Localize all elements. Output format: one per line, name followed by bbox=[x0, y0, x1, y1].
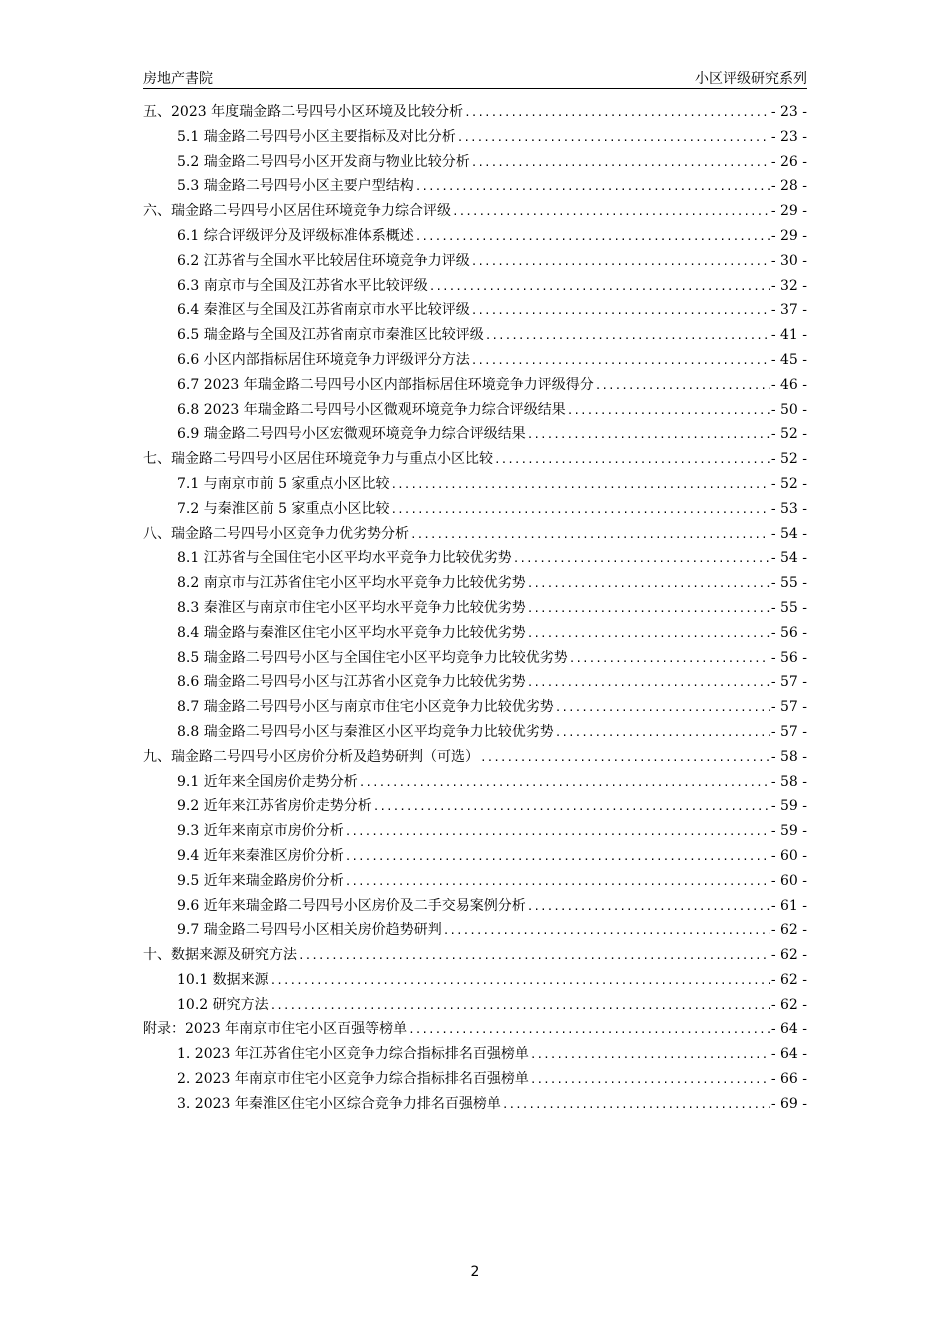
header-series: 小区评级研究系列 bbox=[695, 71, 807, 87]
toc-entry[interactable] bbox=[143, 274, 807, 299]
toc-leader-dots bbox=[429, 275, 770, 300]
toc-entry[interactable] bbox=[143, 596, 807, 621]
toc-entry-page: - 58 - bbox=[770, 773, 807, 790]
toc-entry-title: 5.2 瑞金路二号四号小区开发商与物业比较分析 bbox=[177, 153, 470, 170]
toc-entry-page: - 52 - bbox=[770, 426, 807, 443]
toc-entry[interactable] bbox=[143, 348, 807, 373]
toc-entry-title: 8.2 南京市与江苏省住宅小区平均水平竞争力比较优劣势 bbox=[177, 575, 526, 592]
toc-leader-dots bbox=[391, 473, 770, 498]
toc-entry[interactable] bbox=[143, 869, 807, 894]
toc-entry[interactable] bbox=[143, 125, 807, 150]
toc-leader-dots bbox=[471, 349, 770, 374]
toc-entry-page: - 30 - bbox=[770, 252, 807, 269]
toc-leader-dots bbox=[555, 696, 770, 721]
toc-entry-page: - 59 - bbox=[770, 798, 807, 815]
toc-entry-page: - 23 - bbox=[770, 128, 807, 145]
toc-leader-dots bbox=[527, 597, 770, 622]
toc-entry[interactable] bbox=[143, 720, 807, 745]
toc-entry-title: 10.1 数据来源 bbox=[177, 971, 269, 988]
toc-leader-dots bbox=[471, 151, 770, 176]
toc-entry-title: 十、数据来源及研究方法 bbox=[143, 947, 297, 964]
toc-entry[interactable] bbox=[143, 546, 807, 571]
toc-entry-page: - 23 - bbox=[770, 104, 807, 120]
toc-entry-title: 6.1 综合评级评分及评级标准体系概述 bbox=[177, 227, 414, 244]
toc-leader-dots bbox=[345, 820, 770, 845]
toc-entry-title: 1. 2023 年江苏省住宅小区竞争力综合指标排名百强榜单 bbox=[177, 1046, 529, 1063]
toc-entry-page: - 55 - bbox=[770, 575, 807, 592]
toc-entry-page: - 62 - bbox=[770, 996, 807, 1013]
toc-entry-page: - 60 - bbox=[770, 872, 807, 889]
toc-leader-dots bbox=[452, 200, 770, 225]
toc-entry-title: 2. 2023 年南京市住宅小区竞争力综合指标排名百强榜单 bbox=[177, 1071, 529, 1088]
toc-entry[interactable] bbox=[143, 447, 807, 472]
toc-entry[interactable] bbox=[143, 1042, 807, 1067]
toc-entry-page: - 59 - bbox=[770, 823, 807, 840]
toc-entry-page: - 52 - bbox=[770, 475, 807, 492]
toc-entry-title: 6.4 秦淮区与全国及江苏省南京市水平比较评级 bbox=[177, 302, 470, 319]
toc-entry-title: 9.1 近年来全国房价走势分析 bbox=[177, 773, 358, 790]
toc-leader-dots bbox=[270, 994, 770, 1019]
toc-entry-title: 8.4 瑞金路与秦淮区住宅小区平均水平竞争力比较优劣势 bbox=[177, 624, 526, 641]
toc-entry-page: - 57 - bbox=[770, 723, 807, 740]
toc-entry-page: - 57 - bbox=[770, 674, 807, 691]
toc-entry-page: - 45 - bbox=[770, 351, 807, 368]
toc-leader-dots bbox=[530, 1043, 770, 1068]
toc-entry[interactable] bbox=[143, 646, 807, 671]
toc-entry-page: - 56 - bbox=[770, 624, 807, 641]
toc-entry[interactable] bbox=[143, 1067, 807, 1092]
toc-entry-title: 10.2 研究方法 bbox=[177, 996, 269, 1013]
toc-entry[interactable] bbox=[143, 770, 807, 795]
toc-entry-page: - 64 - bbox=[770, 1021, 807, 1038]
toc-entry-title: 6.7 2023 年瑞金路二号四号小区内部指标居住环境竞争力评级得分 bbox=[177, 376, 594, 393]
toc-entry[interactable] bbox=[143, 621, 807, 646]
toc-entry-page: - 41 - bbox=[770, 327, 807, 344]
toc-entry-page: - 60 - bbox=[770, 847, 807, 864]
toc-entry[interactable] bbox=[143, 968, 807, 993]
toc-leader-dots bbox=[502, 1093, 770, 1118]
toc-leader-dots bbox=[464, 101, 770, 126]
toc-entry-title: 八、瑞金路二号四号小区竞争力优劣势分析 bbox=[143, 525, 409, 542]
toc-leader-dots bbox=[415, 175, 770, 200]
toc-entry-title: 9.7 瑞金路二号四号小区相关房价趋势研判 bbox=[177, 922, 442, 939]
toc-entry-page: - 52 - bbox=[770, 451, 807, 468]
toc-entry[interactable] bbox=[143, 150, 807, 175]
toc-leader-dots bbox=[471, 250, 770, 275]
toc-entry-page: - 55 - bbox=[770, 599, 807, 616]
toc-entry[interactable] bbox=[143, 224, 807, 249]
toc-entry[interactable] bbox=[143, 894, 807, 919]
toc-leader-dots bbox=[527, 423, 770, 448]
toc-entry-page: - 57 - bbox=[770, 699, 807, 716]
toc-leader-dots bbox=[569, 647, 770, 672]
toc-leader-dots bbox=[567, 399, 770, 424]
toc-entry-title: 9.2 近年来江苏省房价走势分析 bbox=[177, 798, 372, 815]
toc-entry-page: - 62 - bbox=[770, 947, 807, 964]
toc-leader-dots bbox=[443, 919, 770, 944]
toc-entry-title: 6.5 瑞金路与全国及江苏省南京市秦淮区比较评级 bbox=[177, 327, 484, 344]
toc-leader-dots bbox=[345, 845, 770, 870]
toc-entry-title: 6.9 瑞金路二号四号小区宏微观环境竞争力综合评级结果 bbox=[177, 426, 526, 443]
toc-entry[interactable] bbox=[143, 323, 807, 348]
toc-entry-page: - 46 - bbox=[770, 376, 807, 393]
toc-leader-dots bbox=[345, 870, 770, 895]
toc-entry-title: 9.6 近年来瑞金路二号四号小区房价及二手交易案例分析 bbox=[177, 897, 526, 914]
toc-entry-page: - 58 - bbox=[770, 748, 807, 765]
toc-entry-page: - 66 - bbox=[770, 1071, 807, 1088]
toc-entry-title: 9.4 近年来秦淮区房价分析 bbox=[177, 847, 344, 864]
toc-entry-title: 7.2 与秦淮区前 5 家重点小区比较 bbox=[177, 500, 390, 517]
toc-entry-title: 5.3 瑞金路二号四号小区主要户型结构 bbox=[177, 178, 414, 195]
toc-entry-title: 6.8 2023 年瑞金路二号四号小区微观环境竞争力综合评级结果 bbox=[177, 401, 566, 418]
toc-entry-title: 5.1 瑞金路二号四号小区主要指标及对比分析 bbox=[177, 128, 456, 145]
toc-entry[interactable] bbox=[143, 497, 807, 522]
toc-entry[interactable] bbox=[143, 373, 807, 398]
toc-leader-dots bbox=[480, 746, 770, 771]
toc-entry-title: 六、瑞金路二号四号小区居住环境竞争力综合评级 bbox=[143, 203, 451, 220]
toc-entry[interactable] bbox=[143, 1092, 807, 1117]
toc-leader-dots bbox=[595, 374, 770, 399]
table-of-contents bbox=[143, 100, 807, 1117]
toc-leader-dots bbox=[391, 498, 770, 523]
toc-entry[interactable] bbox=[143, 819, 807, 844]
toc-entry[interactable] bbox=[143, 918, 807, 943]
toc-leader-dots bbox=[408, 1018, 770, 1043]
toc-entry[interactable] bbox=[143, 1017, 807, 1042]
toc-entry[interactable] bbox=[143, 298, 807, 323]
toc-entry[interactable] bbox=[143, 745, 807, 770]
toc-entry-title: 3. 2023 年秦淮区住宅小区综合竞争力排名百强榜单 bbox=[177, 1095, 501, 1112]
toc-entry[interactable] bbox=[143, 249, 807, 274]
toc-entry-page: - 50 - bbox=[770, 401, 807, 418]
toc-entry[interactable] bbox=[143, 695, 807, 720]
toc-leader-dots bbox=[530, 1068, 770, 1093]
toc-entry[interactable] bbox=[143, 993, 807, 1018]
toc-entry[interactable] bbox=[143, 100, 807, 125]
toc-entry-title: 6.6 小区内部指标居住环境竞争力评级评分方法 bbox=[177, 351, 470, 368]
toc-entry[interactable] bbox=[143, 174, 807, 199]
toc-entry[interactable] bbox=[143, 571, 807, 596]
toc-entry[interactable] bbox=[143, 522, 807, 547]
toc-entry-page: - 54 - bbox=[770, 550, 807, 567]
toc-leader-dots bbox=[298, 944, 770, 969]
toc-entry-page: - 53 - bbox=[770, 500, 807, 517]
toc-entry-title: 8.7 瑞金路二号四号小区与南京市住宅小区竞争力比较优劣势 bbox=[177, 699, 554, 716]
toc-entry-page: - 26 - bbox=[770, 153, 807, 170]
toc-leader-dots bbox=[471, 299, 770, 324]
toc-leader-dots bbox=[415, 225, 770, 250]
toc-entry-title: 8.3 秦淮区与南京市住宅小区平均水平竞争力比较优劣势 bbox=[177, 599, 526, 616]
toc-entry-title: 6.3 南京市与全国及江苏省水平比较评级 bbox=[177, 277, 428, 294]
toc-leader-dots bbox=[359, 771, 770, 796]
toc-entry-page: - 29 - bbox=[770, 203, 807, 220]
toc-entry[interactable] bbox=[143, 398, 807, 423]
toc-entry-page: - 61 - bbox=[770, 897, 807, 914]
toc-leader-dots bbox=[485, 324, 770, 349]
toc-entry-page: - 69 - bbox=[770, 1095, 807, 1112]
toc-entry-title: 8.5 瑞金路二号四号小区与全国住宅小区平均竞争力比较优劣势 bbox=[177, 649, 568, 666]
toc-leader-dots bbox=[373, 795, 770, 820]
page-number: 2 bbox=[470, 1264, 480, 1280]
toc-entry-title: 附录：2023 年南京市住宅小区百强等榜单 bbox=[143, 1021, 408, 1038]
toc-entry-page: - 32 - bbox=[770, 277, 807, 294]
toc-entry-page: - 28 - bbox=[770, 178, 807, 195]
toc-entry[interactable] bbox=[143, 844, 807, 869]
toc-entry[interactable] bbox=[143, 670, 807, 695]
toc-leader-dots bbox=[494, 448, 770, 473]
toc-leader-dots bbox=[527, 671, 770, 696]
toc-leader-dots bbox=[513, 547, 770, 572]
toc-entry-page: - 56 - bbox=[770, 649, 807, 666]
toc-entry-title: 九、瑞金路二号四号小区房价分析及趋势研判（可选） bbox=[143, 748, 479, 765]
toc-entry-title: 9.5 近年来瑞金路房价分析 bbox=[177, 872, 344, 889]
page-header bbox=[143, 66, 807, 89]
toc-leader-dots bbox=[410, 523, 770, 548]
toc-entry-title: 6.2 江苏省与全国水平比较居住环境竞争力评级 bbox=[177, 252, 470, 269]
toc-entry-page: - 62 - bbox=[770, 922, 807, 939]
toc-leader-dots bbox=[527, 572, 770, 597]
toc-leader-dots bbox=[457, 126, 770, 151]
toc-entry-title: 8.8 瑞金路二号四号小区与秦淮区小区平均竞争力比较优劣势 bbox=[177, 723, 554, 740]
toc-leader-dots bbox=[527, 895, 770, 920]
toc-entry[interactable] bbox=[143, 472, 807, 497]
toc-entry-title: 9.3 近年来南京市房价分析 bbox=[177, 823, 344, 840]
toc-entry-page: - 54 - bbox=[770, 525, 807, 542]
toc-entry[interactable] bbox=[143, 199, 807, 224]
header-publisher: 房地产書院 bbox=[143, 71, 213, 87]
toc-entry-page: - 62 - bbox=[770, 971, 807, 988]
toc-entry-title: 7.1 与南京市前 5 家重点小区比较 bbox=[177, 475, 390, 492]
toc-entry-page: - 37 - bbox=[770, 302, 807, 319]
toc-entry-title: 8.6 瑞金路二号四号小区与江苏省小区竞争力比较优劣势 bbox=[177, 674, 526, 691]
toc-leader-dots bbox=[555, 721, 770, 746]
toc-entry-page: - 29 - bbox=[770, 227, 807, 244]
toc-entry[interactable] bbox=[143, 794, 807, 819]
toc-leader-dots bbox=[270, 969, 770, 994]
toc-entry-title: 8.1 江苏省与全国住宅小区平均水平竞争力比较优劣势 bbox=[177, 550, 512, 567]
toc-entry[interactable] bbox=[143, 422, 807, 447]
toc-entry-title: 五、2023 年度瑞金路二号四号小区环境及比较分析 bbox=[143, 104, 464, 120]
toc-entry[interactable] bbox=[143, 943, 807, 968]
toc-entry-title: 七、瑞金路二号四号小区居住环境竞争力与重点小区比较 bbox=[143, 451, 493, 468]
toc-leader-dots bbox=[527, 622, 770, 647]
toc-entry-page: - 64 - bbox=[770, 1046, 807, 1063]
